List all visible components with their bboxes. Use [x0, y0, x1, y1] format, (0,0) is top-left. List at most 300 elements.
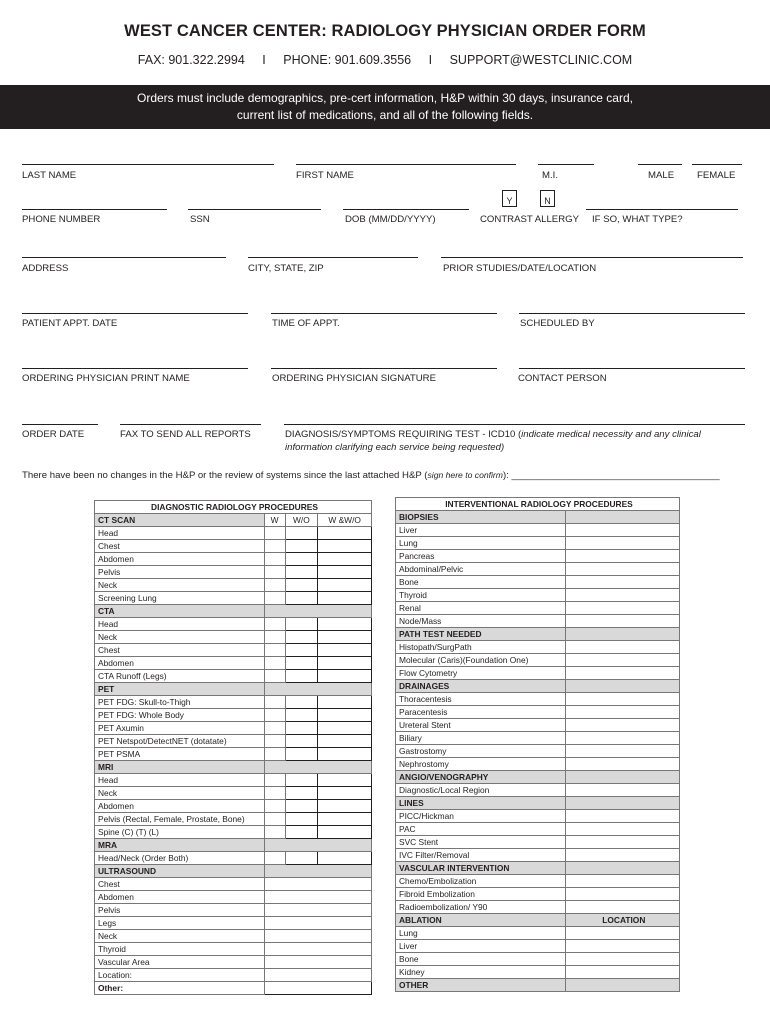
procedure-label: Liver: [396, 524, 566, 537]
procedure-label: Nephrostomy: [396, 758, 566, 771]
scheduled-by-field[interactable]: [519, 313, 745, 314]
city-state-zip-field[interactable]: [248, 257, 418, 258]
procedure-row: [396, 654, 680, 667]
checkbox-w[interactable]: [264, 826, 285, 839]
section-row: [95, 514, 372, 527]
dob-field[interactable]: [343, 209, 469, 210]
procedure-label: Gastrostomy: [396, 745, 566, 758]
allergy-type-label: IF SO, WHAT TYPE?: [592, 214, 683, 225]
first-name-label: FIRST NAME: [296, 170, 354, 181]
procedure-checkbox[interactable]: [565, 875, 679, 888]
section-name-other: OTHER: [396, 979, 566, 992]
fax-to-send-label: FAX TO SEND ALL REPORTS: [120, 429, 251, 440]
procedure-row: [95, 787, 372, 800]
ssn-field[interactable]: [188, 209, 321, 210]
support-email[interactable]: SUPPORT@WESTCLINIC.COM: [449, 53, 633, 67]
procedure-checkbox[interactable]: [565, 888, 679, 901]
procedure-checkbox[interactable]: [565, 836, 679, 849]
procedure-row: [396, 576, 680, 589]
checkbox-w-and-wo[interactable]: [318, 618, 372, 631]
hp-confirm-signature[interactable]: ): _______________________________________: [502, 470, 720, 481]
order-date-label: ORDER DATE: [22, 429, 85, 440]
checkbox-wo[interactable]: [285, 592, 318, 605]
procedure-checkbox[interactable]: [565, 940, 679, 953]
procedure-row: [396, 836, 680, 849]
procedure-label: Screening Lung: [95, 592, 265, 605]
procedure-label: PET FDG: Skull-to-Thigh: [95, 696, 265, 709]
checkbox-w-and-wo[interactable]: [318, 631, 372, 644]
procedure-row: [396, 888, 680, 901]
procedure-row: [95, 553, 372, 566]
section-row: [396, 979, 680, 992]
procedure-checkbox[interactable]: [565, 576, 679, 589]
section-row: [95, 865, 372, 878]
checkbox-wo[interactable]: [285, 709, 318, 722]
interventional-title: INTERVENTIONAL RADIOLOGY PROCEDURES: [396, 498, 680, 511]
procedure-label: Location:: [95, 969, 265, 982]
procedure-label: Neck: [95, 631, 265, 644]
section-fill: [565, 771, 679, 784]
procedure-checkbox[interactable]: [565, 667, 679, 680]
procedure-label: Abdomen: [95, 800, 265, 813]
checkbox-wo[interactable]: [285, 644, 318, 657]
procedure-row: [396, 550, 680, 563]
checkbox-w[interactable]: [264, 696, 285, 709]
checkbox-w-and-wo[interactable]: [318, 774, 372, 787]
section-row: [396, 914, 680, 927]
checkbox-w[interactable]: [264, 566, 285, 579]
time-of-appt-field[interactable]: [271, 313, 497, 314]
checkbox-w[interactable]: [264, 774, 285, 787]
procedure-label: Biliary: [396, 732, 566, 745]
procedure-label: Neck: [95, 579, 265, 592]
diagnosis-note-2: information clarifying each service being requested): [285, 442, 505, 453]
procedure-label: Head: [95, 774, 265, 787]
location-header: LOCATION: [565, 914, 679, 927]
procedure-label: Diagnostic/Local Region: [396, 784, 566, 797]
phone-number: PHONE: 901.609.3556: [283, 53, 412, 67]
checkbox-wo[interactable]: [285, 852, 318, 865]
contact-person-field[interactable]: [519, 368, 745, 369]
procedure-checkbox[interactable]: [565, 966, 679, 979]
ordering-physician-signature-field[interactable]: [271, 368, 497, 369]
procedure-label: Molecular (Caris)(Foundation One): [396, 654, 566, 667]
procedure-label: Other:: [95, 982, 265, 995]
column-header: W/O: [285, 514, 318, 527]
column-header: W: [264, 514, 285, 527]
procedure-row: [95, 813, 372, 826]
procedure-label: Abdomen: [95, 657, 265, 670]
procedure-checkbox[interactable]: [264, 917, 371, 930]
procedure-row: [396, 849, 680, 862]
procedure-label: Head: [95, 527, 265, 540]
checkbox-wo[interactable]: [285, 566, 318, 579]
procedure-label: Node/Mass: [396, 615, 566, 628]
procedure-label: IVC Filter/Removal: [396, 849, 566, 862]
procedure-row: [95, 852, 372, 865]
procedure-row: [396, 589, 680, 602]
section-row: [396, 628, 680, 641]
procedure-label: Chest: [95, 878, 265, 891]
procedure-row: [396, 706, 680, 719]
checkbox-wo[interactable]: [285, 631, 318, 644]
diagnosis-prefix: DIAGNOSIS/SYMPTOMS REQUIRING TEST - ICD10 (: [285, 429, 522, 440]
female-field[interactable]: [692, 164, 742, 165]
section-fill: [264, 839, 371, 852]
procedure-label: Vascular Area: [95, 956, 265, 969]
procedure-row: [396, 615, 680, 628]
procedure-row: [95, 592, 372, 605]
procedure-label: Neck: [95, 787, 265, 800]
fax-to-send-field[interactable]: [120, 424, 261, 425]
checkbox-w-and-wo[interactable]: [318, 657, 372, 670]
checkbox-w-and-wo[interactable]: [318, 670, 372, 683]
checkbox-w-and-wo[interactable]: [318, 579, 372, 592]
procedure-label: Radioembolization/ Y90: [396, 901, 566, 914]
checkbox-wo[interactable]: [285, 748, 318, 761]
procedure-checkbox[interactable]: [565, 641, 679, 654]
order-date-field[interactable]: [22, 424, 98, 425]
procedure-row: [396, 758, 680, 771]
procedure-row: [396, 784, 680, 797]
procedure-label: Abdomen: [95, 553, 265, 566]
ssn-label: SSN: [190, 214, 210, 225]
procedure-label: Ureteral Stent: [396, 719, 566, 732]
banner-line-2: current list of medications, and all of the following fields.: [236, 108, 534, 122]
procedure-row: [95, 878, 372, 891]
checkbox-wo[interactable]: [285, 813, 318, 826]
section-row: [95, 839, 372, 852]
procedure-row: [396, 875, 680, 888]
procedure-checkbox[interactable]: [565, 927, 679, 940]
section-name-drainages: DRAINAGES: [396, 680, 566, 693]
procedure-row: [95, 982, 372, 995]
procedure-checkbox[interactable]: [264, 943, 371, 956]
last-name-field[interactable]: [22, 164, 274, 165]
procedure-checkbox[interactable]: [264, 891, 371, 904]
section-row: [396, 771, 680, 784]
section-fill: [565, 862, 679, 875]
checkbox-wo[interactable]: [285, 787, 318, 800]
procedure-checkbox[interactable]: [565, 719, 679, 732]
scheduled-by-label: SCHEDULED BY: [520, 318, 595, 329]
procedure-checkbox[interactable]: [565, 849, 679, 862]
procedure-label: Lung: [396, 927, 566, 940]
checkbox-w-and-wo[interactable]: [318, 527, 372, 540]
diagnosis-label: [285, 429, 701, 440]
contrast-allergy-no-box[interactable]: N: [540, 190, 555, 207]
procedure-checkbox[interactable]: [565, 706, 679, 719]
procedure-row: [95, 657, 372, 670]
checkbox-w[interactable]: [264, 735, 285, 748]
diagnosis-note-1: indicate medical necessity and any clinical: [521, 429, 701, 440]
section-name-cta: CTA: [95, 605, 265, 618]
checkbox-w[interactable]: [264, 722, 285, 735]
section-fill: [264, 865, 371, 878]
section-name-mra: MRA: [95, 839, 265, 852]
procedure-label: Pelvis: [95, 566, 265, 579]
procedure-row: [95, 826, 372, 839]
ordering-physician-signature-label: ORDERING PHYSICIAN SIGNATURE: [272, 373, 437, 384]
procedure-label: Chemo/Embolization: [396, 875, 566, 888]
diagnosis-field[interactable]: [284, 424, 745, 425]
checkbox-w[interactable]: [264, 709, 285, 722]
section-name-path-test-needed: PATH TEST NEEDED: [396, 628, 566, 641]
procedure-checkbox[interactable]: [565, 615, 679, 628]
procedure-label: Fibroid Embolization: [396, 888, 566, 901]
procedure-row: [396, 641, 680, 654]
procedure-row: [95, 540, 372, 553]
procedure-checkbox[interactable]: [565, 654, 679, 667]
checkbox-w-and-wo[interactable]: [318, 826, 372, 839]
section-fill: [565, 797, 679, 810]
procedure-label: Thyroid: [396, 589, 566, 602]
checkbox-w-and-wo[interactable]: [318, 696, 372, 709]
procedure-label: Pelvis (Rectal, Female, Prostate, Bone): [95, 813, 265, 826]
interventional-title-row: [396, 498, 680, 511]
last-name-label: LAST NAME: [22, 170, 77, 181]
procedure-row: [396, 732, 680, 745]
procedure-checkbox[interactable]: [264, 956, 371, 969]
patient-appt-date-label: PATIENT APPT. DATE: [22, 318, 118, 329]
hp-confirm-line[interactable]: [22, 470, 720, 481]
procedure-checkbox[interactable]: [565, 602, 679, 615]
procedure-row: [95, 709, 372, 722]
phone-number-label: PHONE NUMBER: [22, 214, 101, 225]
checkbox-w[interactable]: [264, 540, 285, 553]
patient-appt-date-field[interactable]: [22, 313, 248, 314]
section-name-mri: MRI: [95, 761, 265, 774]
procedure-label: PET Axumin: [95, 722, 265, 735]
procedure-checkbox[interactable]: [565, 784, 679, 797]
checkbox-wo[interactable]: [285, 696, 318, 709]
procedure-checkbox[interactable]: [565, 693, 679, 706]
procedure-row: [396, 602, 680, 615]
procedure-label: Spine (C) (T) (L): [95, 826, 265, 839]
time-of-appt-label: TIME OF APPT.: [272, 318, 340, 329]
procedure-checkbox[interactable]: [565, 745, 679, 758]
procedure-label: SVC Stent: [396, 836, 566, 849]
checkbox-w[interactable]: [264, 553, 285, 566]
checkbox-w-and-wo[interactable]: [318, 553, 372, 566]
checkbox-w-and-wo[interactable]: [318, 800, 372, 813]
procedure-label: Chest: [95, 644, 265, 657]
procedure-label: CTA Runoff (Legs): [95, 670, 265, 683]
checkbox-wo[interactable]: [285, 826, 318, 839]
procedure-row: [95, 800, 372, 813]
address-field[interactable]: [22, 257, 226, 258]
procedure-checkbox[interactable]: [565, 758, 679, 771]
contrast-allergy-yes-box[interactable]: Y: [502, 190, 517, 207]
checkbox-w[interactable]: [264, 670, 285, 683]
procedure-row: [396, 524, 680, 537]
checkbox-wo[interactable]: [285, 579, 318, 592]
procedure-checkbox[interactable]: [565, 823, 679, 836]
checkbox-w-and-wo[interactable]: [318, 592, 372, 605]
procedure-row: [95, 891, 372, 904]
procedure-row: [396, 940, 680, 953]
checkbox-wo[interactable]: [285, 618, 318, 631]
procedure-checkbox[interactable]: [264, 969, 371, 982]
section-name-angio-venography: ANGIO/VENOGRAPHY: [396, 771, 566, 784]
checkbox-w-and-wo[interactable]: [318, 722, 372, 735]
procedure-row: [95, 735, 372, 748]
procedure-checkbox[interactable]: [565, 953, 679, 966]
requirements-banner: [0, 85, 770, 129]
checkbox-w[interactable]: [264, 787, 285, 800]
procedure-label: Abdomen: [95, 891, 265, 904]
procedure-label: PAC: [396, 823, 566, 836]
procedure-checkbox[interactable]: [264, 904, 371, 917]
fax-number: FAX: 901.322.2994: [137, 53, 245, 67]
procedure-label: Liver: [396, 940, 566, 953]
procedure-label: Flow Cytometry: [396, 667, 566, 680]
procedure-row: [95, 748, 372, 761]
checkbox-wo[interactable]: [285, 540, 318, 553]
checkbox-wo[interactable]: [285, 527, 318, 540]
section-fill: [565, 511, 679, 524]
section-fill: [565, 680, 679, 693]
procedure-row: [95, 943, 372, 956]
checkbox-w[interactable]: [264, 631, 285, 644]
procedure-checkbox[interactable]: [565, 537, 679, 550]
section-row: [95, 683, 372, 696]
checkbox-w[interactable]: [264, 644, 285, 657]
checkbox-wo[interactable]: [285, 553, 318, 566]
checkbox-w-and-wo[interactable]: [318, 735, 372, 748]
section-fill: [264, 761, 371, 774]
procedure-checkbox[interactable]: [565, 589, 679, 602]
phone-number-field[interactable]: [22, 209, 167, 210]
checkbox-w-and-wo[interactable]: [318, 540, 372, 553]
procedure-label: Pelvis: [95, 904, 265, 917]
section-name-biopsies: BIOPSIES: [396, 511, 566, 524]
procedure-row: [95, 904, 372, 917]
male-label: MALE: [648, 170, 675, 181]
procedure-label: Legs: [95, 917, 265, 930]
checkbox-wo[interactable]: [285, 774, 318, 787]
checkbox-w-and-wo[interactable]: [318, 852, 372, 865]
separator: I: [262, 53, 266, 67]
procedure-row: [396, 901, 680, 914]
allergy-type-field[interactable]: [586, 209, 738, 210]
procedure-label: Lung: [396, 537, 566, 550]
procedure-row: [95, 930, 372, 943]
checkbox-wo[interactable]: [285, 735, 318, 748]
procedure-label: Head/Neck (Order Both): [95, 852, 265, 865]
procedure-label: Pancreas: [396, 550, 566, 563]
section-fill: [264, 683, 371, 696]
column-header: W &W/O: [318, 514, 372, 527]
contact-line: [0, 53, 770, 67]
procedure-label: Paracentesis: [396, 706, 566, 719]
checkbox-w[interactable]: [264, 527, 285, 540]
procedure-label: PICC/Hickman: [396, 810, 566, 823]
procedure-row: [95, 631, 372, 644]
form-title: WEST CANCER CENTER: RADIOLOGY PHYSICIAN ORDER FORM: [124, 22, 646, 40]
male-field[interactable]: [638, 164, 682, 165]
procedure-checkbox[interactable]: [565, 563, 679, 576]
section-name-ultrasound: ULTRASOUND: [95, 865, 265, 878]
checkbox-w[interactable]: [264, 618, 285, 631]
procedure-checkbox[interactable]: [264, 982, 371, 995]
checkbox-w[interactable]: [264, 852, 285, 865]
procedure-row: [95, 722, 372, 735]
checkbox-w-and-wo[interactable]: [318, 748, 372, 761]
procedure-row: [396, 563, 680, 576]
banner-line-1: Orders must include demographics, pre-cert information, H&P within 30 days, insurance card,: [136, 91, 633, 105]
checkbox-wo[interactable]: [285, 670, 318, 683]
ordering-physician-print-field[interactable]: [22, 368, 248, 369]
procedure-checkbox[interactable]: [565, 732, 679, 745]
mi-field[interactable]: [538, 164, 594, 165]
checkbox-wo[interactable]: [285, 800, 318, 813]
section-row: [95, 761, 372, 774]
section-row: [396, 797, 680, 810]
procedure-checkbox[interactable]: [264, 878, 371, 891]
procedure-label: Kidney: [396, 966, 566, 979]
checkbox-wo[interactable]: [285, 657, 318, 670]
checkbox-w-and-wo[interactable]: [318, 813, 372, 826]
ordering-physician-print-label: ORDERING PHYSICIAN PRINT NAME: [22, 373, 190, 384]
first-name-field[interactable]: [296, 164, 516, 165]
procedure-row: [95, 527, 372, 540]
procedure-checkbox[interactable]: [264, 930, 371, 943]
procedure-label: PET FDG: Whole Body: [95, 709, 265, 722]
checkbox-w[interactable]: [264, 579, 285, 592]
section-fill: [264, 605, 371, 618]
procedure-row: [396, 810, 680, 823]
checkbox-w-and-wo[interactable]: [318, 566, 372, 579]
checkbox-w[interactable]: [264, 748, 285, 761]
checkbox-w[interactable]: [264, 657, 285, 670]
procedure-row: [95, 566, 372, 579]
checkbox-w-and-wo[interactable]: [318, 787, 372, 800]
section-name-pet: PET: [95, 683, 265, 696]
diagnostic-title-row: [95, 501, 372, 514]
procedure-row: [95, 644, 372, 657]
checkbox-w-and-wo[interactable]: [318, 709, 372, 722]
procedure-checkbox[interactable]: [565, 524, 679, 537]
procedure-label: Bone: [396, 953, 566, 966]
procedure-checkbox[interactable]: [565, 550, 679, 563]
procedure-row: [95, 579, 372, 592]
section-name-lines: LINES: [396, 797, 566, 810]
checkbox-wo[interactable]: [285, 722, 318, 735]
procedure-row: [95, 917, 372, 930]
checkbox-w[interactable]: [264, 800, 285, 813]
female-label: FEMALE: [697, 170, 736, 181]
prior-studies-label: PRIOR STUDIES/DATE/LOCATION: [443, 263, 597, 274]
diagnostic-radiology-table: [94, 500, 372, 995]
checkbox-w[interactable]: [264, 813, 285, 826]
interventional-radiology-table: [395, 497, 680, 992]
procedure-label: Renal: [396, 602, 566, 615]
procedure-row: [396, 966, 680, 979]
prior-studies-field[interactable]: [441, 257, 743, 258]
procedure-row: [95, 618, 372, 631]
procedure-label: Bone: [396, 576, 566, 589]
checkbox-w[interactable]: [264, 592, 285, 605]
procedure-checkbox[interactable]: [565, 901, 679, 914]
checkbox-w-and-wo[interactable]: [318, 644, 372, 657]
procedure-checkbox[interactable]: [565, 810, 679, 823]
procedure-row: [95, 969, 372, 982]
city-state-zip-label: CITY, STATE, ZIP: [248, 263, 324, 274]
procedure-label: PET Netspot/DetectNET (dotatate): [95, 735, 265, 748]
procedure-row: [396, 953, 680, 966]
address-label: ADDRESS: [22, 263, 69, 274]
